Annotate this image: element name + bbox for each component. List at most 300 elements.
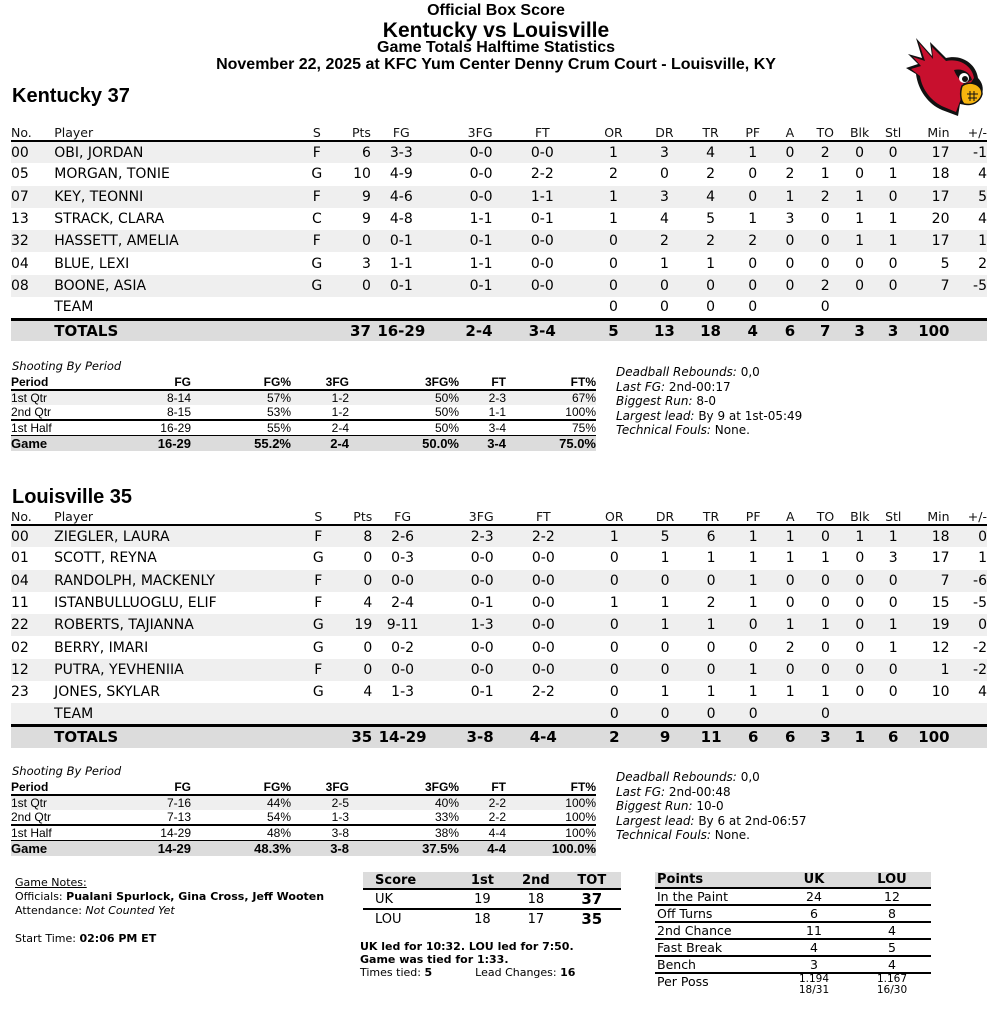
team-note	[616, 799, 807, 814]
off-rebounds: 0	[587, 614, 642, 636]
shooting-header: 3FG%	[349, 780, 459, 795]
shooting-by-period-label: Shooting By Period	[12, 359, 122, 373]
player-row	[11, 659, 987, 681]
total-rebounds: 6	[689, 525, 734, 547]
jersey-number: 23	[11, 684, 29, 701]
personal-fouls: 1	[748, 211, 758, 228]
plus-minus: 4	[978, 684, 987, 701]
attendance-line	[15, 904, 324, 918]
points-uk: 4	[775, 939, 853, 956]
player-name: HASSETT, AMELIA	[54, 230, 298, 252]
total-jersey-number	[11, 319, 54, 341]
lead-changes-label: Lead Changes:	[475, 966, 557, 979]
points-category: Bench	[655, 956, 775, 973]
blocks: 0	[855, 684, 865, 701]
three-point-fg: 0-1	[470, 595, 494, 612]
assists: 1	[785, 550, 795, 567]
starter-position: F	[298, 186, 335, 208]
team-note-label: Last FG:	[616, 379, 666, 394]
three-point-fg: 0-1	[432, 275, 499, 297]
shooting-cell: 38%	[349, 825, 459, 841]
shooting-cell: 3-4	[459, 420, 506, 436]
shooting-cell: 7-16	[101, 795, 191, 810]
plus-minus: 0	[950, 525, 987, 547]
off-rebounds: 1	[587, 525, 642, 547]
personal-fouls: 0	[733, 186, 772, 208]
shooting-cell: 37.5%	[349, 841, 459, 857]
total-player-name: TOTALS	[54, 726, 300, 748]
officials-line	[15, 890, 324, 904]
assists: 0	[772, 275, 807, 297]
col-header-field-goals: FG	[372, 508, 433, 525]
turnovers: 0	[807, 230, 842, 252]
shooting-cell: 100%	[506, 795, 596, 810]
total-rebounds: 1	[706, 550, 716, 567]
three-point-fg: 0-1	[432, 230, 499, 252]
box-score-table-louisville	[11, 508, 987, 748]
total-rebounds: 1	[706, 684, 716, 701]
personal-fouls: 0	[748, 299, 758, 316]
total-rebounds: 4	[688, 141, 733, 163]
shooting-cell: 1st Qtr	[11, 390, 101, 405]
points-category: In the Paint	[655, 888, 775, 905]
shooting-cell: 50%	[349, 390, 459, 405]
player-name: ROBERTS, TAJIANNA	[54, 614, 300, 636]
three-point-fg: 2-3	[433, 525, 500, 547]
col-header-assists: A	[773, 508, 808, 525]
turnovers: 0	[820, 299, 830, 316]
total-field-goals: 16-29	[371, 319, 432, 341]
steals: 1	[888, 211, 898, 228]
personal-fouls: 1	[734, 570, 773, 592]
score-header: TOT	[563, 872, 621, 889]
shooting-cell: 1-2	[291, 390, 349, 405]
shooting-cell: 2-4	[291, 436, 349, 452]
shooting-header: Period	[11, 375, 101, 390]
shooting-cell: 55%	[191, 420, 291, 436]
player-row	[11, 570, 987, 592]
score-team: LOU	[375, 911, 402, 927]
points: 0	[335, 230, 371, 252]
starter-position: F	[300, 570, 337, 592]
total-rebounds: 2	[706, 166, 716, 183]
steals	[877, 703, 910, 725]
minutes: 20	[931, 211, 950, 228]
plus-minus: 4	[978, 166, 987, 183]
minutes: 17	[931, 550, 950, 567]
team-note-value: By 9 at 1st-05:49	[698, 408, 803, 423]
shooting-cell: 2-2	[459, 795, 506, 810]
player-name: BOONE, ASIA	[54, 275, 298, 297]
total-rebounds: 0	[689, 703, 734, 725]
def-rebounds: 3	[641, 186, 688, 208]
col-header-points: Pts	[335, 124, 371, 141]
header-row	[11, 124, 987, 141]
blocks: 1	[843, 525, 876, 547]
points: 4	[363, 595, 373, 612]
team-note	[616, 394, 802, 409]
times-tied-label: Times tied:	[360, 966, 421, 979]
personal-fouls: 0	[748, 255, 758, 272]
col-header-free-throws: FT	[500, 508, 587, 525]
blocks: 1	[843, 230, 877, 252]
points-row	[655, 956, 931, 973]
total-rebounds: 0	[706, 299, 716, 316]
assists: 2	[785, 166, 795, 183]
shooting-row	[11, 436, 596, 452]
shooting-cell: 54%	[266, 810, 291, 824]
player-name: KEY, TEONNI	[54, 186, 298, 208]
steals: 1	[877, 614, 910, 636]
team-note	[616, 365, 802, 380]
field-goals: 0-0	[372, 659, 433, 681]
blocks: 0	[855, 595, 865, 612]
free-throws: 0-1	[530, 211, 554, 228]
free-throws: 0-0	[500, 570, 587, 592]
assists: 0	[772, 230, 807, 252]
starter-position: G	[312, 684, 324, 701]
assists: 0	[773, 570, 808, 592]
assists: 2	[785, 639, 795, 656]
starter-position: G	[311, 166, 323, 183]
free-throws: 2-2	[500, 525, 587, 547]
score-header: Score	[363, 872, 456, 889]
blocks: 0	[843, 614, 876, 636]
col-header-starter-position: S	[298, 124, 335, 141]
def-rebounds: 0	[642, 659, 689, 681]
total-blocks: 3	[843, 319, 877, 341]
player-row	[11, 163, 987, 185]
team-note-value: 0,0	[740, 365, 760, 379]
jersey-number	[11, 297, 54, 319]
player-row	[11, 252, 987, 274]
player-name: TEAM	[54, 703, 300, 725]
shooting-header-row	[11, 780, 596, 795]
shooting-cell: 67%	[506, 390, 596, 405]
shooting-cell: 50%	[434, 405, 459, 419]
shooting-row	[11, 795, 596, 810]
shooting-cell: 3-4	[459, 436, 506, 452]
total-plus-minus	[950, 319, 988, 341]
points-category: Fast Break	[655, 939, 775, 956]
score-header-row	[363, 872, 621, 889]
personal-fouls: 0	[734, 614, 773, 636]
starter-position	[300, 703, 337, 725]
plus-minus: 1	[978, 550, 987, 567]
lead-line-2: Game was tied for 1:33.	[360, 953, 509, 966]
def-rebounds: 1	[659, 255, 669, 272]
matchup-title: Kentucky vs Louisville	[382, 19, 610, 42]
totals-row	[11, 726, 987, 748]
col-header-off-rebounds: OR	[586, 124, 641, 141]
team-note-value: 8-0	[696, 394, 716, 408]
field-goals	[371, 297, 432, 319]
team-note-value: 2nd-00:17	[668, 379, 731, 394]
col-header-def-rebounds: DR	[641, 124, 688, 141]
shooting-header: 3FG%	[349, 375, 459, 390]
jersey-number: 05	[11, 166, 29, 183]
total-starter-position	[300, 726, 337, 748]
total-steals: 3	[876, 319, 909, 341]
player-name: BLUE, LEXI	[54, 255, 130, 272]
three-point-fg	[432, 297, 499, 319]
steals: 0	[888, 684, 898, 701]
turnovers: 1	[820, 166, 830, 183]
col-header-field-goals: FG	[371, 124, 432, 141]
total-plus-minus	[950, 726, 987, 748]
per-poss-label: Per Poss	[657, 974, 709, 989]
plus-minus: 4	[978, 211, 987, 228]
starter-position: F	[314, 595, 323, 612]
plus-minus: -2	[950, 659, 987, 681]
def-rebounds: 1	[660, 595, 670, 612]
total-rebounds: 1	[689, 614, 734, 636]
shooting-cell: 53%	[266, 405, 291, 419]
col-header-steals: Stl	[877, 508, 910, 525]
shooting-cell: 2nd Qtr	[11, 810, 52, 824]
shooting-cell: 75.0%	[506, 436, 596, 452]
jersey-number: 12	[11, 659, 54, 681]
totals-row	[11, 319, 987, 341]
col-header-plus-minus: +/-	[950, 124, 988, 141]
col-header-turnovers: TO	[807, 124, 842, 141]
player-row	[11, 636, 987, 658]
total-blocks: 1	[843, 726, 876, 748]
shooting-cell: 1-1	[488, 405, 506, 419]
jersey-number: 02	[11, 639, 29, 656]
score-total: 37	[563, 889, 621, 909]
per-poss-row	[655, 973, 931, 996]
off-rebounds: 0	[609, 255, 618, 272]
col-header-plus-minus: +/-	[950, 508, 987, 525]
points-lou: 4	[853, 922, 931, 939]
steals: 1	[888, 166, 898, 183]
lead-changes-value: 16	[560, 966, 576, 979]
team-note	[616, 785, 807, 800]
jersey-number: 01	[11, 550, 29, 567]
total-points: 37	[335, 319, 371, 341]
player-row	[11, 275, 987, 297]
def-rebounds: 5	[642, 525, 689, 547]
player-row	[11, 547, 987, 569]
shooting-cell: Game	[11, 841, 101, 857]
total-total-rebounds: 11	[689, 726, 734, 748]
blocks: 0	[843, 659, 876, 681]
total-minutes: 100	[910, 726, 950, 748]
off-rebounds: 0	[609, 299, 618, 316]
starter-position: G	[312, 550, 324, 567]
blocks: 0	[855, 255, 865, 272]
off-rebounds: 0	[587, 703, 642, 725]
col-header-total-rebounds: TR	[688, 124, 733, 141]
personal-fouls: 1	[734, 525, 773, 547]
jersey-number: 00	[11, 525, 54, 547]
team-note-value: 2nd-00:48	[668, 784, 731, 799]
col-header-three-point-fg: 3FG	[432, 124, 499, 141]
player-name: BERRY, IMARI	[54, 639, 149, 656]
points-category: Off Turns	[655, 905, 775, 922]
shooting-by-period-label: Shooting By Period	[12, 764, 122, 778]
points: 4	[363, 684, 373, 701]
col-header-starter-position: S	[300, 508, 337, 525]
start-time-line	[15, 932, 324, 946]
steals: 3	[888, 550, 898, 567]
off-rebounds: 0	[586, 275, 641, 297]
minutes: 7	[910, 275, 950, 297]
turnovers: 0	[820, 639, 830, 656]
three-point-fg: 1-1	[469, 211, 493, 228]
attendance-value: Not Counted Yet	[85, 904, 175, 917]
points-row	[655, 888, 931, 905]
score-header: 1st	[456, 872, 509, 889]
col-header-off-rebounds: OR	[587, 508, 642, 525]
shooting-cell: 4-4	[459, 841, 506, 857]
field-goals: 0-1	[371, 230, 432, 252]
total-rebounds: 0	[689, 570, 734, 592]
col-header-total-rebounds: TR	[689, 508, 734, 525]
plus-minus: -1	[950, 141, 988, 163]
minutes	[910, 297, 950, 319]
def-rebounds: 0	[641, 275, 688, 297]
steals: 0	[877, 570, 910, 592]
points-row	[655, 905, 931, 922]
shooting-header: Period	[11, 780, 101, 795]
blocks: 0	[843, 275, 877, 297]
ties-changes-line	[360, 966, 575, 979]
free-throws: 0-0	[531, 595, 555, 612]
shooting-cell: 48.3%	[191, 841, 291, 857]
minutes: 19	[910, 614, 950, 636]
team-title-louisville: Louisville 35	[12, 486, 133, 508]
three-point-fg: 0-0	[433, 570, 500, 592]
jersey-number: 04	[11, 255, 29, 272]
points: 8	[337, 525, 372, 547]
player-row	[11, 614, 987, 636]
turnovers: 1	[808, 614, 843, 636]
team-note	[616, 409, 802, 424]
total-assists: 6	[773, 726, 808, 748]
shooting-cell: Game	[11, 436, 101, 452]
shooting-cell: 50%	[349, 420, 459, 436]
plus-minus: -6	[950, 570, 987, 592]
turnovers: 0	[820, 255, 830, 272]
turnovers: 0	[820, 211, 830, 228]
field-goals: 1-1	[389, 255, 413, 272]
turnovers: 0	[808, 570, 843, 592]
field-goals: 0-3	[391, 550, 415, 567]
shooting-cell: 1st Qtr	[11, 795, 101, 810]
shooting-header: FT	[459, 375, 506, 390]
team-note-label: Technical Fouls:	[616, 423, 711, 437]
off-rebounds: 1	[609, 211, 618, 228]
shooting-header: 3FG	[291, 780, 349, 795]
plus-minus	[950, 297, 988, 319]
total-rebounds: 0	[706, 639, 716, 656]
player-name: PUTRA, YEVHENIIA	[54, 659, 300, 681]
jersey-number: 32	[11, 230, 54, 252]
shooting-cell: 14-29	[101, 825, 191, 841]
total-free-throws: 4-4	[500, 726, 587, 748]
shooting-cell: 2-5	[291, 795, 349, 810]
starter-position: G	[300, 614, 337, 636]
team-note	[616, 380, 802, 395]
points-uk: 11	[775, 922, 853, 939]
shooting-cell: 2-4	[291, 420, 349, 436]
personal-fouls: 0	[748, 166, 758, 183]
plus-minus: -5	[950, 275, 988, 297]
steals: 0	[876, 275, 909, 297]
shooting-cell: 14-29	[101, 841, 191, 857]
team-notes-kentucky	[616, 365, 802, 438]
player-row	[11, 186, 987, 208]
score-row-uk	[363, 889, 621, 909]
minutes: 17	[910, 141, 950, 163]
total-rebounds: 0	[689, 659, 734, 681]
score-team: UK	[363, 889, 456, 909]
assists	[772, 297, 807, 319]
total-rebounds: 1	[706, 255, 716, 272]
personal-fouls: 1	[733, 141, 772, 163]
shooting-header-row	[11, 375, 596, 390]
team-note-label: Largest lead:	[616, 408, 695, 423]
points: 0	[337, 570, 372, 592]
minutes: 1	[910, 659, 950, 681]
shooting-by-period-table-kentucky	[11, 375, 596, 451]
player-row	[11, 208, 987, 230]
blocks: 0	[855, 166, 865, 183]
three-point-fg: 0-0	[432, 141, 499, 163]
points-uk: 3	[775, 956, 853, 973]
free-throws: 1-1	[499, 186, 587, 208]
jersey-number: 13	[11, 211, 29, 228]
shooting-cell: 44%	[191, 795, 291, 810]
team-note-label: Last FG:	[616, 784, 666, 799]
starter-position: F	[300, 525, 337, 547]
def-rebounds: 0	[642, 570, 689, 592]
total-field-goals: 14-29	[372, 726, 433, 748]
shooting-cell: 48%	[191, 825, 291, 841]
turnovers: 2	[807, 141, 842, 163]
col-header-personal-fouls: PF	[734, 508, 773, 525]
points: 19	[337, 614, 372, 636]
shooting-cell: 4-4	[459, 825, 506, 841]
off-rebounds: 0	[586, 230, 641, 252]
off-rebounds: 0	[587, 659, 642, 681]
off-rebounds: 2	[609, 166, 618, 183]
def-rebounds: 0	[660, 639, 670, 656]
plus-minus	[950, 703, 987, 725]
start-time-label: Start Time:	[15, 932, 76, 945]
total-rebounds: 2	[688, 230, 733, 252]
free-throws	[500, 703, 587, 725]
per-poss-uk	[775, 973, 853, 996]
assists: 0	[772, 141, 807, 163]
shooting-row	[11, 405, 596, 420]
player-row	[11, 681, 987, 703]
score-q2: 17	[527, 911, 545, 927]
score-total: 35	[581, 910, 603, 928]
shooting-row	[11, 825, 596, 841]
total-free-throws: 3-4	[499, 319, 587, 341]
shooting-row	[11, 420, 596, 436]
minutes	[910, 703, 950, 725]
assists: 0	[785, 595, 795, 612]
jersey-number: 00	[11, 141, 54, 163]
personal-fouls: 0	[734, 703, 773, 725]
col-header-player-name: Player	[54, 508, 300, 525]
three-point-fg: 0-0	[470, 639, 494, 656]
starter-position: G	[298, 275, 335, 297]
